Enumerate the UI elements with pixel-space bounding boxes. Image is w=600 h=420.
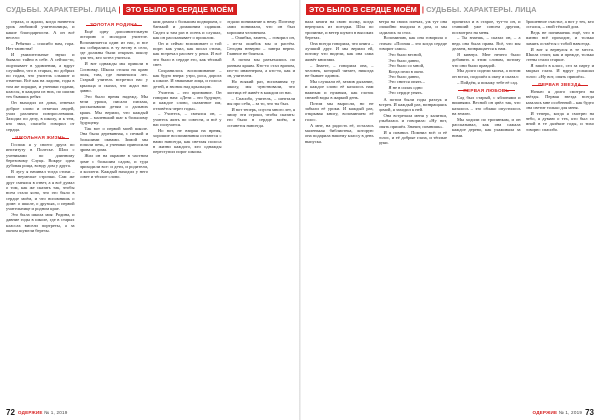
paragraph: Сад был старый, с яблонями и вишнями. Весной он цвёл так, что казалось – это облако опустилось на землю.	[452, 94, 521, 116]
left-column-3	[153, 19, 222, 404]
paragraph: Мы слушали её, затаив дыхание, и каждое слово её казалось нам важным и нужным, как глоток свежей воды в жаркий день.	[305, 79, 374, 100]
poem-line: Это сердце унять.	[388, 90, 423, 96]
left-issue-number: № 1, 2019	[44, 409, 68, 415]
paragraph: – Учитесь, – смеялся он, – учитесь жить по совести, и всё у вас получится.	[153, 111, 222, 128]
section-subhead: ЗОЛОТАЯ РОДИНА	[80, 22, 149, 27]
paragraph: Мы ходили по тропинкам, и он рассказывал, как она сажала каждое дерево, как ухаживала за ними.	[452, 116, 521, 138]
right-column-1	[305, 19, 374, 404]
left-page-header	[6, 4, 294, 15]
right-issue-number: № 1, 2019	[558, 409, 583, 415]
left-column-1	[6, 19, 75, 404]
paragraph: прочитал и в старое, тут-то он, и ставший уже совсем другим, посмотрел на меня.	[452, 19, 521, 35]
poem-line: Когда пели в окно.	[388, 68, 425, 74]
paragraph: ветра на своих плечах, уж тут она спокойно входила в дом, и мы садились за стол.	[378, 19, 447, 35]
paragraph: Я кивнул. Мне нечего было добавить к этим словам, потому что они были правдой.	[452, 51, 521, 68]
right-page-columns	[305, 19, 594, 404]
left-journal-name: ОДЕРЖИЕ	[17, 409, 43, 415]
paragraph: вала книги на свою полку, когда вернулась из поездки. Шла по тропинке, и ветер шумел в высоких березах.	[305, 19, 374, 40]
left-header-separator: |	[118, 5, 121, 14]
paragraph: Это было время надежд. Мы вели уроки, писали письма, рассказывали детям о дальних краях. Мы верили, что каждый урок – маленький шаг к большому будущему.	[79, 93, 148, 126]
right-page-footer	[529, 407, 594, 417]
paragraph: Жил он на окраине в частном доме с большим садом, и туда приходили все: и дети, и родители, и коллеги. Каждый находил у него совет и тёплое слово.	[79, 153, 148, 180]
paragraph: Ночью я долго смотрел на звёзды. Первая звезда всегда казалась мне особенной – как будто она светит только для меня.	[525, 89, 594, 110]
paragraph: – Ошибка, заметь, – говорил он, – из-за ошибок мы и растём. Сегодня неверно – завтра верно. Главное не бояться.	[226, 35, 295, 57]
paragraph: Ведь не понимаешь ещё, что в жизни всё проходит, и только память остаётся с тобой навсегда.	[525, 30, 594, 46]
section-subhead: ШКОЛЬНАЯ ЖИЗНЬ	[6, 135, 75, 140]
left-column-4	[227, 19, 296, 404]
right-header-section: СУДЬБЫ. ХАРАКТЕРЫ. ЛИЦА	[426, 5, 537, 14]
right-footer-journal	[532, 410, 582, 415]
paragraph: Но вот, не взирая на время, хорошие воспоминания остаются с нами навсегда, как светлая полоса в жизни каждого, кто однажды переступил порог школы.	[153, 127, 222, 155]
right-header-title: ЭТО БЫЛО В СЕРДЦЕ МОЁМ	[306, 4, 420, 15]
paragraph: И вот я вернулся в те места. Школа стоит, как и прежде, только стены стали старше.	[525, 46, 594, 63]
paragraph: – Ребятки – спасибо вам, гора. Нет таинства!	[6, 40, 75, 52]
poem	[379, 52, 448, 95]
paragraph: ким домом с большим подворьем, с банькой и домашним садиком. Сидел я там раз в осень и слушал, как он рассказывает о прошлом.	[153, 19, 222, 40]
paragraph: А потом были годы разлук и встреч. И каждый раз, возвращаясь домой, я заходил к ней.	[378, 96, 447, 113]
right-journal-name: ОДЕРЖИЕ	[532, 409, 558, 415]
paragraph: Он и сейчас вспоминает о той поре: как учил, как писал стихи, как встречал рассвет у реки. И всё это было в сердце его, как тёплый свет.	[153, 40, 222, 67]
paragraph: отдали понимание к нему. Поэтому сами понимали, что он был хорошим человеком.	[226, 19, 295, 35]
poem-line: Это было весной,	[388, 52, 423, 58]
paragraph: Но всякий раз, вспоминая ту школу, мы чувствовали, что частица её живёт в каждом из нас.	[226, 79, 295, 95]
paragraph: Учитель – это призвание. Он говорил нам: «Дети – это будущее, и каждое слово, сказанное им, отзовётся через годы».	[153, 89, 222, 111]
left-column-2	[80, 19, 149, 404]
left-footer-journal	[18, 410, 68, 415]
paragraph: И теперь, когда я смотрю на небо, я думаю о тех, кто был со мной в те далёкие годы, и тихо говорю: спасибо.	[525, 110, 594, 132]
paragraph: – Знаете, – говорила она, – человек, который читает, никогда не бывает одинок.	[305, 62, 374, 79]
right-column-2	[379, 19, 448, 404]
paragraph: Мы долго сидели молча, а потом он встал, подошёл к окну и сказал:	[452, 68, 521, 79]
paragraph: Это была школа моя: Родина, и давние годы в школе, где в старых классах висели портреты, а за окном шумели березы.	[6, 212, 75, 233]
right-page	[300, 0, 600, 420]
paragraph: Госпож я у своего друга по институту в Полесье. Шли с учениками по длинному березовому Слуцк. Вокруг одна дубовая роща, всюду дом у друга.	[6, 142, 75, 169]
paragraph: И я помнил. Помнил всё: и её голос, и её добрые глаза, и тёплые руки.	[378, 129, 447, 146]
paragraph: страха, и ждали, когда начнется урок любимой учительницы, и какие благодарности. А он всё весело:	[6, 19, 75, 40]
poem-line: Это было давно,	[388, 74, 420, 79]
section-subhead: ПЕРВАЯ ЛЮБОВЬ	[452, 88, 521, 93]
paragraph: брошенное счастье, а вот у тех, кто остался, – свой тёплый дом.	[525, 19, 594, 30]
section-subhead: ПЕРВАЯ ЗВЕЗДА	[526, 82, 595, 87]
poem-line: Это было со мной,	[388, 63, 425, 69]
poem-line: Это снится опять –	[388, 79, 425, 85]
paragraph: Он выходил из дома, отвечал доброе слово и отмечал людей, учил различно повзрослевшим. Заходил по делу, в школу, и к тем, кто звал, спасибо говорил от сердца.	[6, 100, 75, 132]
paragraph: Сохранилось воспоминание – как будто вчера: утро, роса, дорога к школе. И знакомые лица, и голоса детей, и звонок над крыльцом.	[153, 67, 222, 89]
left-page-number: 72	[6, 407, 15, 417]
left-page-columns	[6, 19, 295, 404]
paragraph: Потом мы выросли, но не забыли её уроки. И каждый раз, открывая книгу, вспоминаем её голос.	[305, 100, 374, 122]
paragraph: Так вот о первой моей школе. Она была деревянная, с печкой и большими окнами. Зимой мы топили печь, а ученики приносили дрова из дома.	[79, 126, 148, 153]
paragraph: – Спасибо, учитель, – шептали мы про себя, – за то, что ты был.	[226, 95, 295, 106]
paragraph: Она всегда говорила, что книга – лучший друг. И мы верили ей, потому что видели, как она сама живёт книгами.	[305, 40, 374, 62]
paragraph: И вот теперь, спустя много лет, я пишу эти строки, чтобы сказать: это было в сердце моём, и останется навсегда.	[226, 106, 295, 128]
paragraph: И умилительные звуки и бывало: тайно в себе. А сейчас-то, ощупывает в удивлении, а вдруг случайно, что в старых, но добрых по годам, что учитель слышит и отметки. Всё как на ладони, годы в том же порядке, и ученики годами, классы, в каждом из них, по шагам тех бывших ребят.	[6, 51, 75, 100]
paragraph: И вот однажды мы пришли в Сосновку. Школа стояла на краю поля, там, где начинался лес. Старый учитель встретил нас у крыльца и сказал, что ждал нас давно.	[79, 61, 148, 93]
paragraph: А мне, на радость её, осталась маленькая библиотека, которую она подарила нашему классу в день выпуска.	[305, 122, 374, 144]
left-header-section: СУДЬБЫ. ХАРАКТЕРЫ. ЛИЦА	[6, 5, 117, 14]
paragraph: Вспоминаю, как она говорила о стихах: «Поэзия – это когда сердце говорит само».	[378, 35, 447, 52]
left-header-title: ЭТО БЫЛО В СЕРДЦЕ МОЁМ	[123, 4, 237, 15]
right-column-4	[526, 19, 595, 404]
paragraph: – Пойдём, я покажу тебе её сад.	[457, 79, 519, 85]
paragraph: В лугу я начинал тогда стихи – свои неумелые строчки. Сам же друг смеялся в ответ, а я всё думал о том, как же сказать так, чтобы всем стало ясно, что это было в сердце моём, и что вспомнишь о доме: о школе, о друзьях, о первой учительнице и родном крае.	[6, 169, 75, 212]
paragraph: Она встречала меня у калитки, улыбалась и говорила: «Ну вот, опять пришёл. Значит, помнишь».	[378, 113, 447, 129]
poem-line: Это было давно,	[388, 57, 420, 63]
paragraph: – Ты знаешь, – сказал он, – а ведь она была права. Всё, что мы делаем, возвращается к нам.	[452, 35, 521, 52]
paragraph: Я зашёл в класс, сел за парту и закрыл глаза. И вдруг услышал голос: «Ну вот, опять пришёл».	[525, 63, 594, 79]
right-page-header	[306, 4, 594, 15]
poem-line: Я не в силах одно	[388, 84, 423, 90]
paragraph: А потом мы разъехались по разным краям. Кто-то стал врачом, кто-то инженером, а кто-то, как и он, учителем.	[226, 57, 295, 79]
right-header-separator: |	[421, 5, 425, 14]
right-page-number: 73	[585, 407, 594, 417]
left-page-footer	[6, 407, 71, 417]
right-column-3	[452, 19, 521, 404]
paragraph: Ещё одну дополнительную историю о молодом учителе. Вспоминается один из нас, и все мы собирались в ту весну в село, где должны были открыть школу для тех, кто хотел учиться.	[79, 29, 148, 61]
